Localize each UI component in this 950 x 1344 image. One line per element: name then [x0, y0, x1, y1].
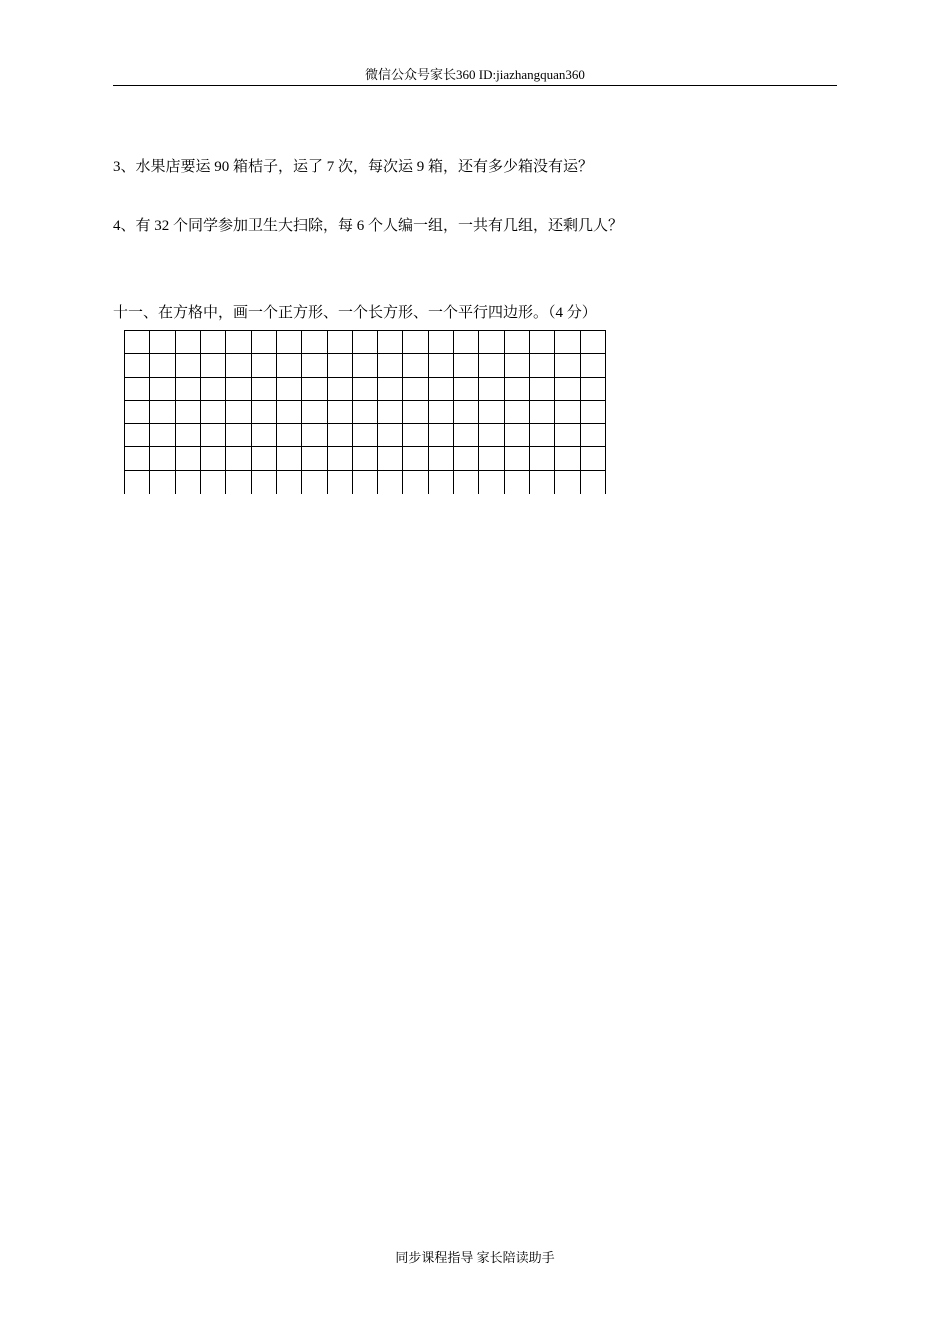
question-4: 4、有 32 个同学参加卫生大扫除，每 6 个人编一组，一共有几组，还剩几人？ — [113, 218, 624, 234]
page-header: 微信公众号家长360 ID:jiazhangquan360 — [365, 67, 585, 82]
question-3: 3、水果店要运 90 箱桔子，运了 7 次，每次运 9 箱，还有多少箱没有运？ — [113, 159, 594, 175]
section-11-title: 十一、在方格中，画一个正方形、一个长方形、一个平行四边形。（4 分） — [113, 305, 597, 321]
header-divider — [113, 85, 837, 86]
drawing-grid[interactable] — [124, 330, 606, 494]
page-footer: 同步课程指导 家长陪读助手 — [395, 1250, 555, 1265]
grid-lines — [124, 330, 606, 494]
